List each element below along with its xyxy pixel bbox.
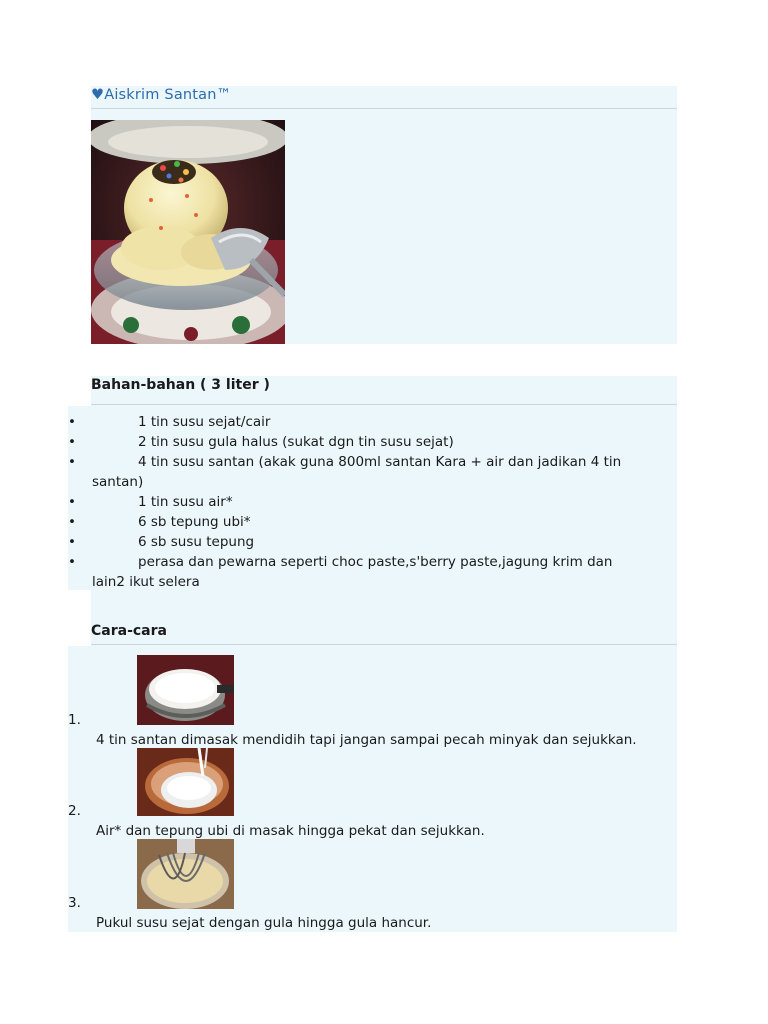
step-3-photo xyxy=(137,839,234,909)
step-2-photo xyxy=(137,748,234,816)
bullet: • xyxy=(68,434,76,450)
ingredients-divider xyxy=(91,404,677,405)
steps-heading-band xyxy=(91,590,677,646)
ingredient-text: 6 sb susu tepung xyxy=(138,534,255,550)
ingredients-heading: Bahan-bahan ( 3 liter ) xyxy=(91,377,270,393)
list-item xyxy=(0,552,680,592)
ingredient-text: 4 tin susu santan (akak guna 800ml santan Kara + air dan jadikan 4 tin xyxy=(138,454,622,470)
steps-divider xyxy=(91,644,677,645)
ingredient-text: 6 sb tepung ubi* xyxy=(138,514,251,530)
ice-cream-photo xyxy=(91,120,285,344)
ingredient-text-continued: lain2 ikut selera xyxy=(92,574,200,590)
step-text: Air* dan tepung ubi di masak hingga pekat dan sejukkan. xyxy=(96,823,485,839)
list-item xyxy=(0,512,680,532)
bullet: • xyxy=(68,414,76,430)
step-number: 1. xyxy=(68,712,81,728)
ingredient-text: 1 tin susu sejat/cair xyxy=(138,414,271,430)
list-item xyxy=(0,412,680,432)
step-text: Pukul susu sejat dengan gula hingga gula hancur. xyxy=(96,915,432,931)
recipe-title: ♥Aiskrim Santan™ xyxy=(91,87,232,103)
step-1-photo xyxy=(137,655,234,725)
list-item xyxy=(0,452,680,492)
bullet: • xyxy=(68,554,76,570)
steps-heading: Cara-cara xyxy=(91,623,167,639)
step-number: 2. xyxy=(68,803,81,819)
list-item xyxy=(0,492,680,512)
ingredient-text: 2 tin susu gula halus (sukat dgn tin susu sejat) xyxy=(138,434,454,450)
ingredients-list xyxy=(0,412,680,592)
bullet: • xyxy=(68,454,76,470)
list-item xyxy=(0,532,680,552)
list-item xyxy=(0,432,680,452)
ingredient-text-continued: santan) xyxy=(92,474,144,490)
title-divider xyxy=(91,108,677,109)
bullet: • xyxy=(68,494,76,510)
step-text: 4 tin santan dimasak mendidih tapi jangan sampai pecah minyak dan sejukkan. xyxy=(96,732,637,748)
ingredient-text: perasa dan pewarna seperti choc paste,s'berry paste,jagung krim dan xyxy=(138,554,613,570)
bullet: • xyxy=(68,534,76,550)
step-number: 3. xyxy=(68,895,81,911)
bullet: • xyxy=(68,514,76,530)
ingredient-text: 1 tin susu air* xyxy=(138,494,233,510)
